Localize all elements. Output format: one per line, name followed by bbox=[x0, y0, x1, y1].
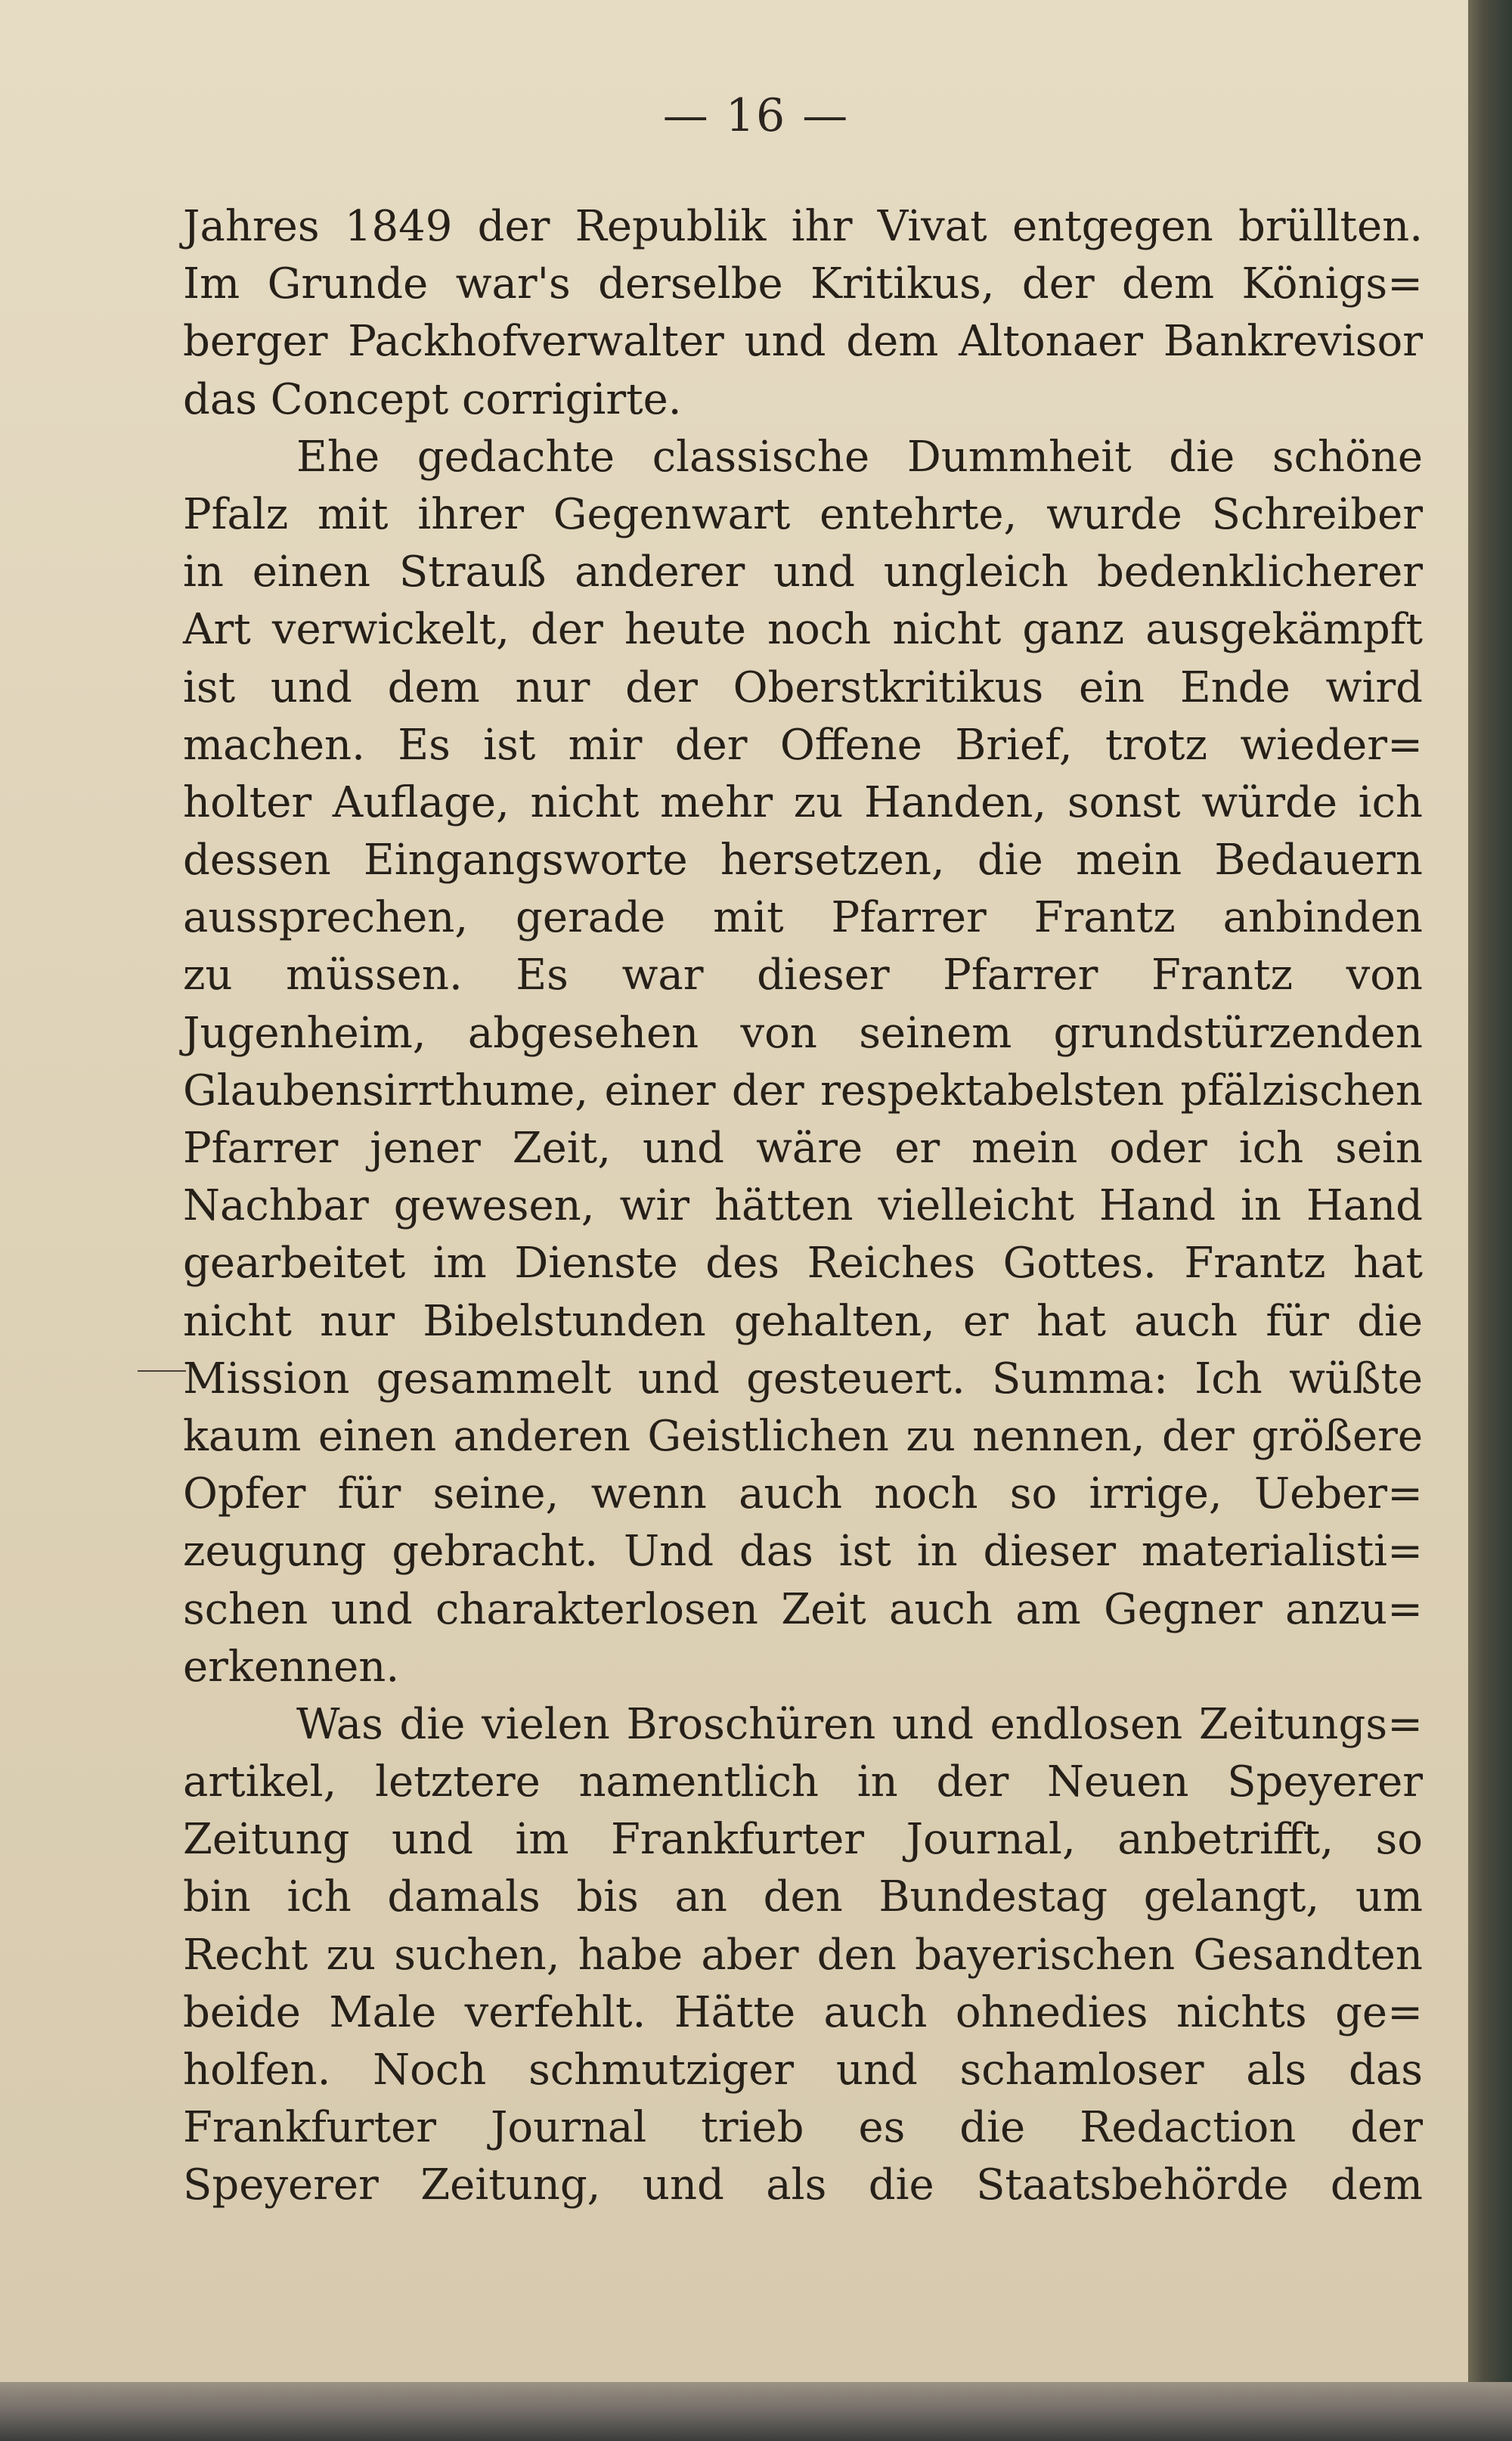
text-line: Art verwickelt, der heute noch nicht ganz ausgekämpft bbox=[183, 605, 1423, 655]
text-line: Glaubensirrthume, einer der respektabelsten pfälzischen bbox=[183, 1065, 1423, 1115]
text-line: ist und dem nur der Oberstkritikus ein Ende wird bbox=[183, 662, 1423, 712]
text-line: erkennen. bbox=[183, 1642, 400, 1692]
page-number: — 16 — bbox=[662, 89, 850, 142]
text-line: das Concept corrigirte. bbox=[183, 374, 682, 424]
text-line: Opfer für seine, wenn auch noch so irrige, Ueber= bbox=[183, 1469, 1423, 1519]
text-line: beide Male verfehlt. Hätte auch ohnedies nichts ge= bbox=[183, 1987, 1423, 2037]
text-line: Recht zu suchen, habe aber den bayerischen Gesandten bbox=[183, 1930, 1423, 1980]
paragraph-start-line: Was die vielen Broschüren und endlosen Zeitungs= bbox=[296, 1699, 1423, 1749]
paragraph-start-line: Ehe gedachte classische Dummheit die schöne bbox=[296, 432, 1423, 482]
text-line: Speyerer Zeitung, und als die Staatsbehörde dem bbox=[183, 2160, 1423, 2210]
text-line: aussprechen, gerade mit Pfarrer Frantz anbinden bbox=[183, 893, 1423, 943]
text-line: in einen Strauß anderer und ungleich bedenklicherer bbox=[183, 547, 1423, 597]
text-line: machen. Es ist mir der Offene Brief, trotz wieder= bbox=[183, 720, 1423, 770]
text-line: kaum einen anderen Geistlichen zu nennen, der größere bbox=[183, 1411, 1423, 1461]
text-line: schen und charakterlosen Zeit auch am Gegner anzu= bbox=[183, 1584, 1423, 1634]
text-line: bin ich damals bis an den Bundestag gelangt, um bbox=[183, 1872, 1423, 1922]
text-line: holter Auflage, nicht mehr zu Handen, sonst würde ich bbox=[183, 777, 1423, 827]
text-line: berger Packhofverwalter und dem Altonaer Bankrevisor bbox=[183, 317, 1423, 367]
text-line: Nachbar gewesen, wir hätten vielleicht Hand in Hand bbox=[183, 1181, 1423, 1231]
text-line: gearbeitet im Dienste des Reiches Gottes. Frantz hat bbox=[183, 1239, 1423, 1289]
text-line: Mission gesammelt und gesteuert. Summa: Ich wüßte bbox=[183, 1354, 1423, 1403]
text-line: zeugung gebracht. Und das ist in dieser materialisti= bbox=[183, 1527, 1423, 1577]
body-text bbox=[183, 198, 1423, 2215]
book-edge-right bbox=[1468, 0, 1512, 2441]
text-line: Pfarrer jener Zeit, und wäre er mein oder ich sein bbox=[183, 1124, 1423, 1173]
text-line: Jugenheim, abgesehen von seinem grundstürzenden bbox=[183, 1008, 1423, 1058]
text-line: Jahres 1849 der Republik ihr Vivat entgegen brüllten. bbox=[183, 202, 1423, 251]
margin-pencil-mark bbox=[138, 1370, 186, 1372]
book-edge-bottom bbox=[0, 2382, 1512, 2441]
text-line: Frankfurter Journal trieb es die Redaction der bbox=[183, 2103, 1423, 2153]
text-line: holfen. Noch schmutziger und schamloser als das bbox=[183, 2046, 1423, 2095]
text-line: zu müssen. Es war dieser Pfarrer Frantz von bbox=[183, 951, 1423, 1000]
text-line: Pfalz mit ihrer Gegenwart entehrte, wurde Schreiber bbox=[183, 489, 1423, 539]
text-line: nicht nur Bibelstunden gehalten, er hat auch für die bbox=[183, 1296, 1423, 1346]
text-line: Im Grunde war's derselbe Kritikus, der dem Königs= bbox=[183, 259, 1423, 309]
text-line: artikel, letztere namentlich in der Neuen Speyerer bbox=[183, 1757, 1423, 1807]
text-line: Zeitung und im Frankfurter Journal, anbetrifft, so bbox=[183, 1815, 1423, 1865]
text-line: dessen Eingangsworte hersetzen, die mein Bedauern bbox=[183, 836, 1423, 886]
